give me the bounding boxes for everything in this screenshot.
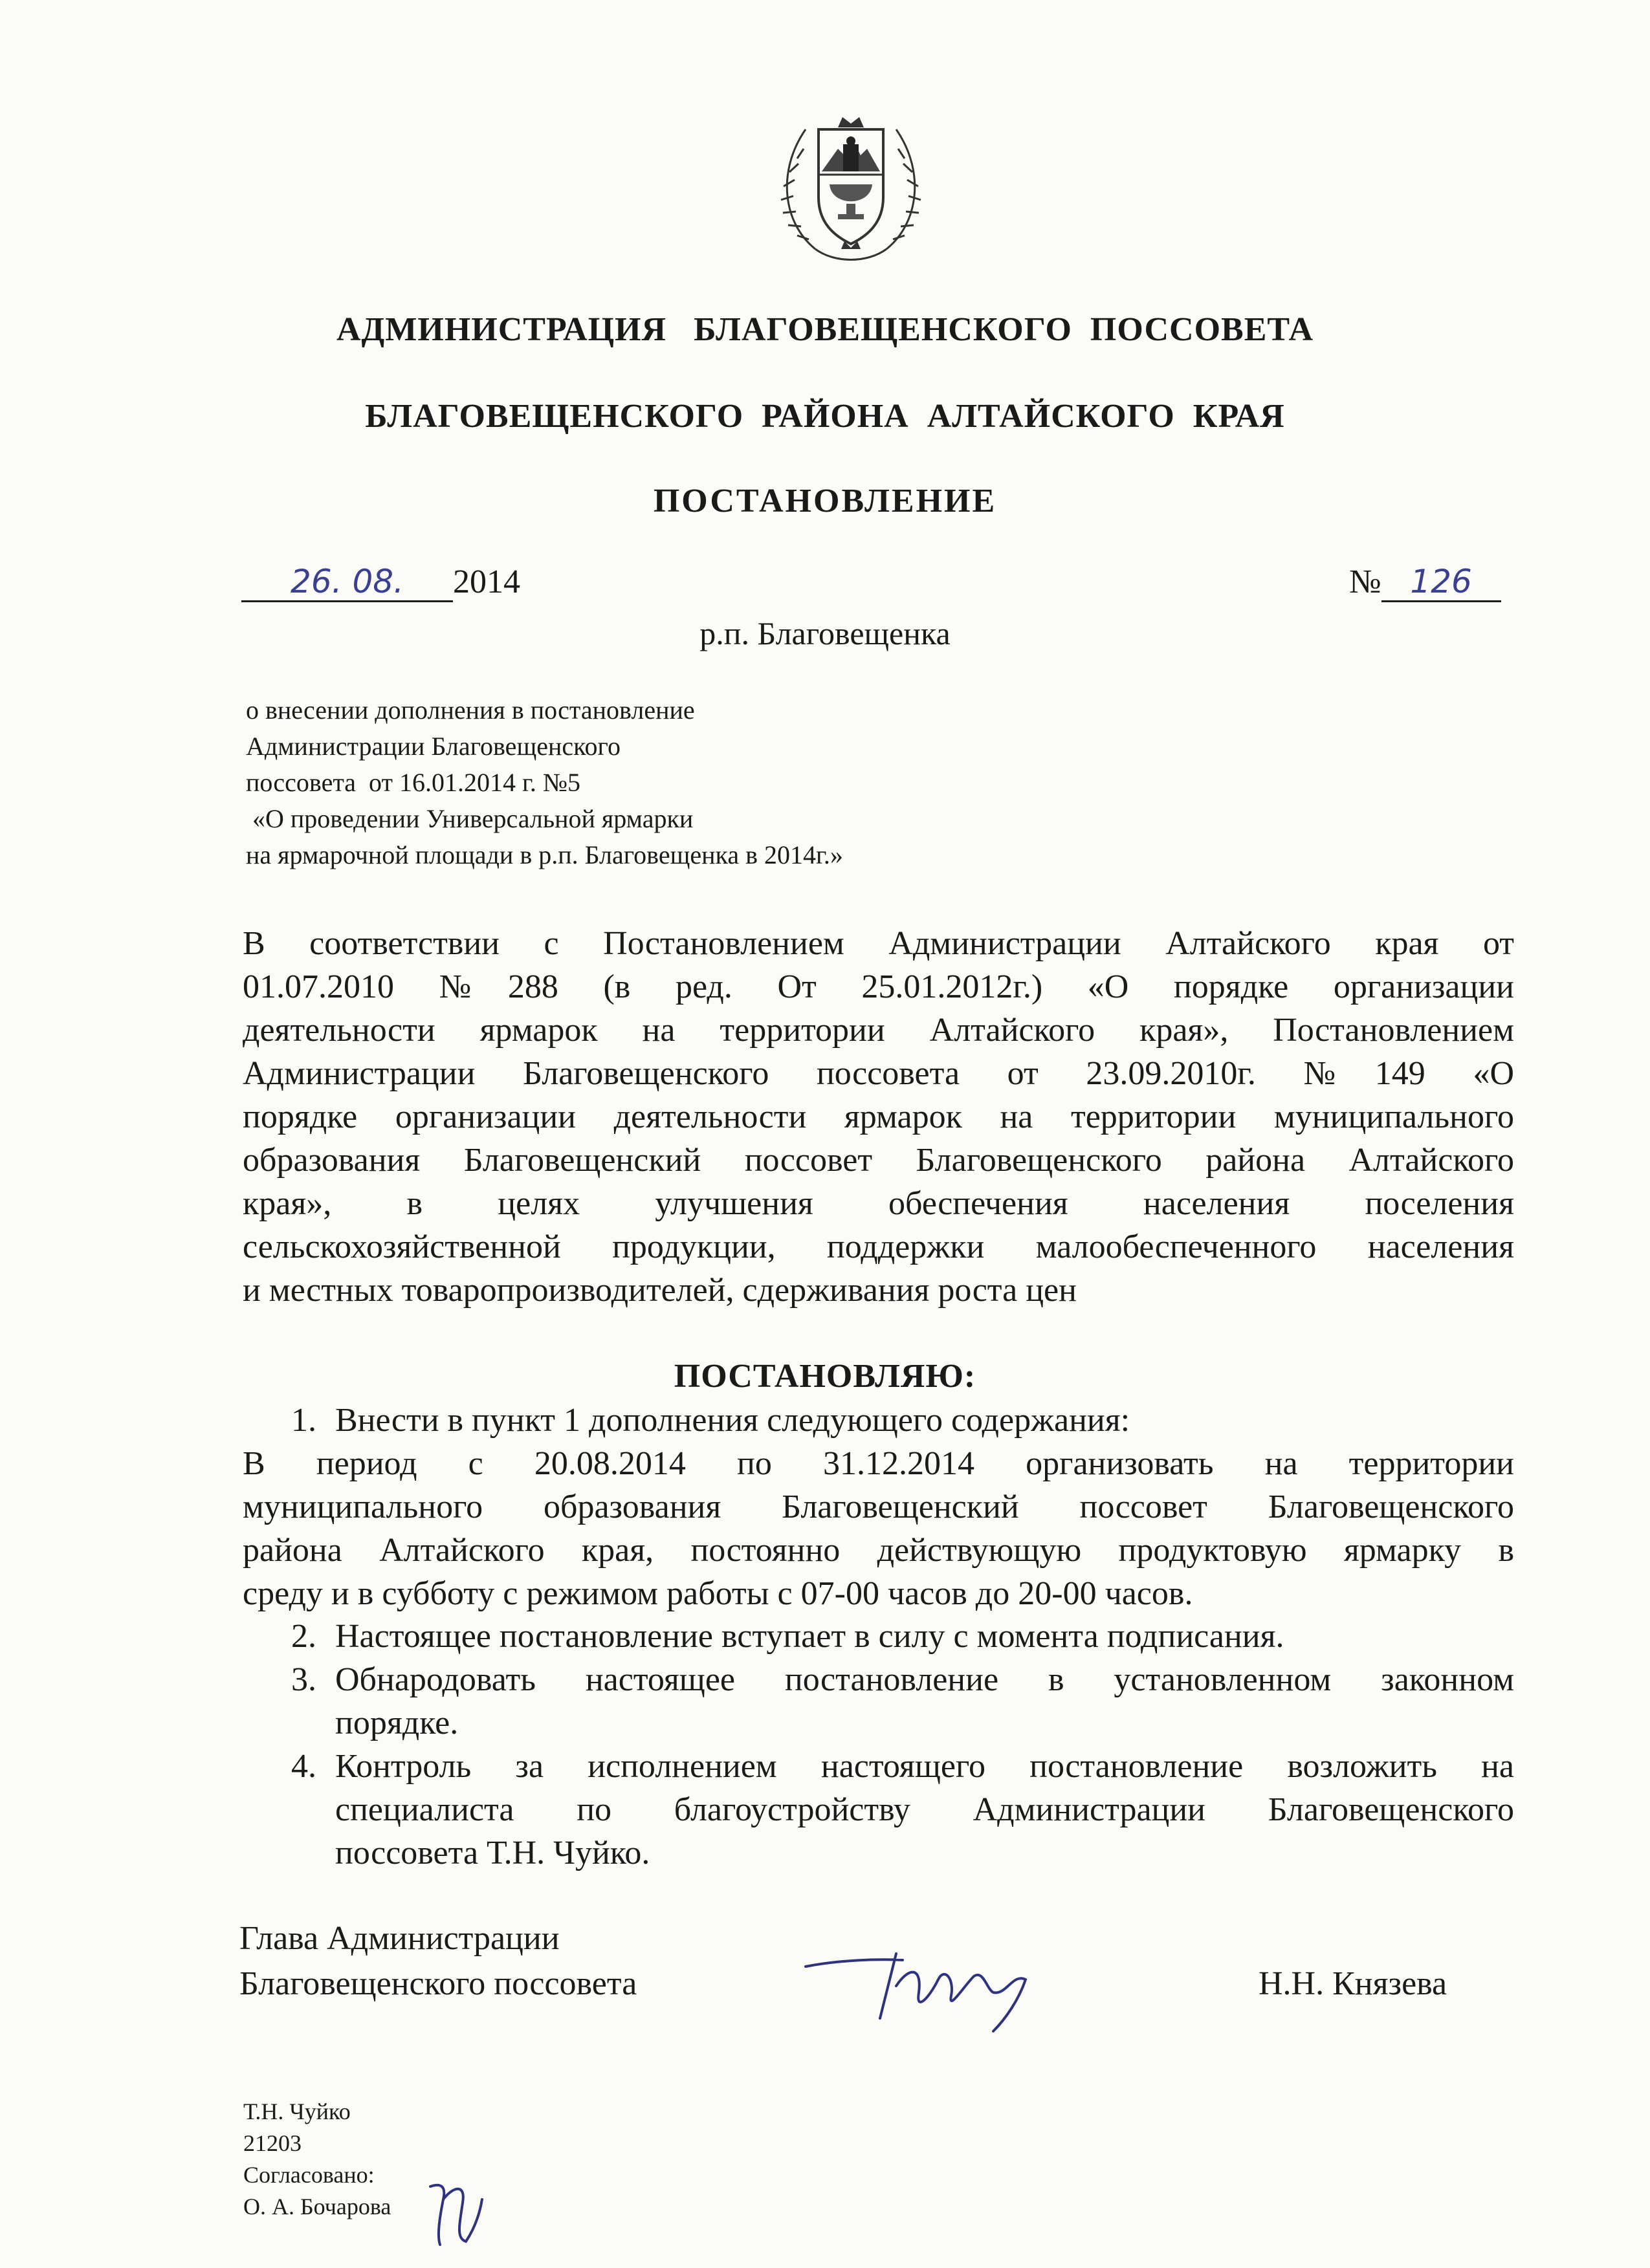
addition-line: В период с 20.08.2014 по 31.12.2014 организовать на территории: [243, 1445, 1514, 1482]
document-number: [1349, 563, 1501, 602]
organization-name-line2: БЛАГОВЕЩЕНСКОГО РАЙОНА АЛТАЙСКОГО КРАЯ: [365, 398, 1285, 435]
preamble-line: образования Благовещенский поссовет Благовещенского района Алтайского: [243, 1142, 1514, 1179]
subject-line: «О проведении Универсальной ярмарки: [246, 804, 694, 833]
preamble-line: деятельности ярмарок на территории Алтайского края», Постановлением: [243, 1012, 1514, 1049]
decree-heading: ПОСТАНОВЛЯЮ:: [674, 1358, 976, 1395]
preamble-line: 01.07.2010 №288 (в ред. От 25.01.2012г.) «О порядке организации: [243, 968, 1514, 1005]
preamble-line: края», в целях улучшения обеспечения населения поселения: [243, 1185, 1514, 1222]
subject-line: Администрации Благовещенского: [246, 732, 621, 761]
preamble-paragraph: [243, 922, 1514, 1312]
handwritten-date: 26. 08.: [241, 563, 453, 602]
preamble-line: сельскохозяйственной продукции, поддержки малообеспеченного населения: [243, 1228, 1514, 1265]
subject-line: о внесении дополнения в постановление: [246, 695, 695, 725]
agreed-label: Согласовано:: [243, 2162, 375, 2188]
signatory-title-line: Глава Администрации: [239, 1920, 560, 1957]
executor-name: Т.Н. Чуйко: [243, 2099, 351, 2124]
item-text-line: Контроль за исполнением настоящего постановление возложить на: [335, 1748, 1514, 1785]
number-prefix: №: [1349, 563, 1381, 600]
item-number: 3.: [291, 1661, 316, 1698]
subject-block: [246, 692, 843, 873]
item-text-line: поссовета Т.Н. Чуйко.: [335, 1835, 650, 1871]
preamble-line: В соответствии с Постановлением Администрации Алтайского края от: [243, 925, 1514, 962]
item-number: 2.: [291, 1618, 316, 1655]
coat-of-arms-emblem: [770, 94, 932, 268]
subject-line: поссовета от 16.01.2014 г. №5: [246, 768, 581, 797]
item-number: 1.: [291, 1402, 316, 1439]
item-text-line: специалиста по благоустройству Администрации Благовещенского: [335, 1791, 1514, 1828]
subject-line: на ярмарочной площади в р.п. Благовещенка в 2014г.»: [246, 840, 843, 869]
document-date: [241, 563, 520, 602]
item-text: Настоящее постановление вступает в силу с момента подписания.: [335, 1618, 1284, 1655]
preamble-line: и местных товаропроизводителей, сдерживания роста цен: [243, 1272, 1077, 1309]
signatory-title-line: Благовещенского поссовета: [239, 1965, 637, 2002]
addition-paragraph: [243, 1442, 1514, 1615]
document-place: р.п. Благовещенка: [699, 615, 951, 651]
signatory-name: Н.Н. Князева: [1259, 1965, 1447, 2002]
handwritten-number: 126: [1381, 563, 1501, 602]
addition-line: района Алтайского края, постоянно действующую продуктовую ярмарку в: [243, 1532, 1514, 1569]
decree-item-3: [291, 1658, 1514, 1745]
executor-phone: 21203: [243, 2130, 302, 2156]
agreed-signature: [421, 2174, 492, 2251]
preamble-line: Администрации Благовещенского поссовета от 23.09.2010г. №149 «О: [243, 1055, 1514, 1092]
preamble-line: порядке организации деятельности ярмарок на территории муниципального: [243, 1098, 1514, 1135]
addition-line: среду и в субботу с режимом работы с 07-00 часов до 20-00 часов.: [243, 1575, 1193, 1612]
footer-block: [243, 2096, 391, 2223]
document-type-title: ПОСТАНОВЛЕНИЕ: [653, 483, 997, 519]
item-text-line: Обнародовать настоящее постановление в установленном законном: [335, 1661, 1514, 1698]
item-text-line: порядке.: [335, 1705, 459, 1741]
handwritten-signature: [799, 1941, 1051, 2038]
agreed-name: О. А. Бочарова: [243, 2194, 391, 2219]
organization-name-line1: АДМИНИСТРАЦИЯ БЛАГОВЕЩЕНСКОГО ПОССОВЕТА: [336, 311, 1314, 348]
document-year: 2014: [453, 563, 520, 600]
decree-item-4: [291, 1745, 1514, 1875]
item-number: 4.: [291, 1748, 316, 1785]
signatory-title: [239, 1916, 637, 2007]
addition-line: муниципального образования Благовещенский поссовет Благовещенского: [243, 1488, 1514, 1525]
item-text: Внести в пункт 1 дополнения следующего содержания:: [335, 1402, 1130, 1439]
